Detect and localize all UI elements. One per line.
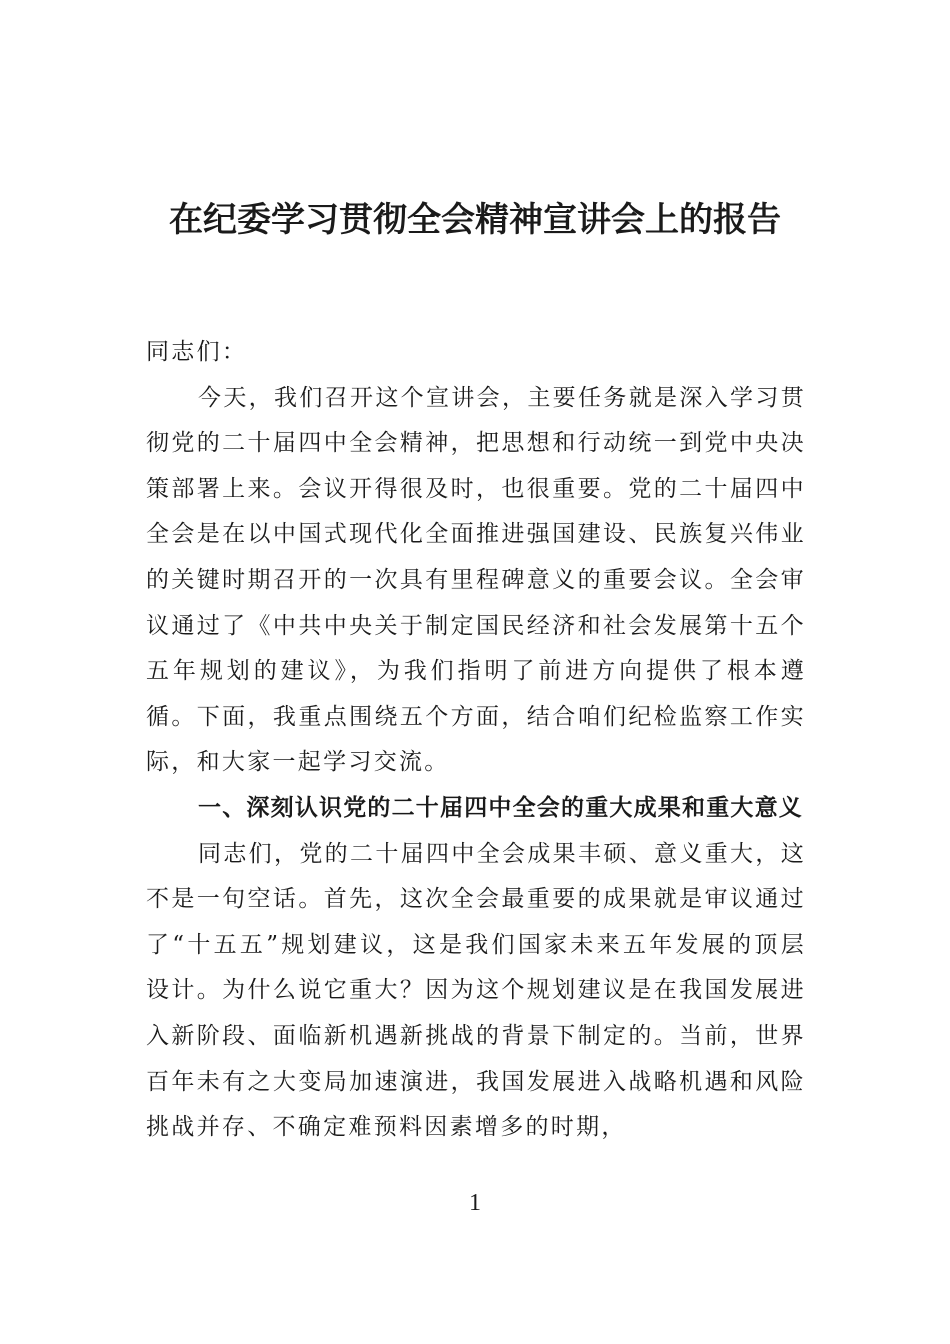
document-title: 在纪委学习贯彻全会精神宣讲会上的报告 (169, 200, 781, 240)
salutation: 同志们： (146, 339, 248, 365)
section-heading: 一、深刻认识党的二十届四中全会的重大成果和重大意义 (198, 794, 803, 821)
page-number: 1 (469, 1190, 481, 1216)
document-body (146, 330, 806, 1151)
intro-paragraph: 今天，我们召开这个宣讲会，主要任务就是深入学习贯彻党的二十届四中全会精神，把思想和行动统一到党中央决策部署上来。会议开得很及时，也很重要。党的二十届四中全会是在以中国式现代化全面推进强国建设、民族复兴伟业的关键时期召开的一次具有里程碑意义的重要会议。全会审议通过了《中共中央关于制定国民经济和社会发展第十五个五年规划的建议》，为我们指明了前进方向提供了根本遵循。下面，我重点围绕五个方面，结合咱们纪检监察工作实际，和大家一起学习交流。 (146, 384, 806, 776)
section-paragraph: 同志们，党的二十届四中全会成果丰硕、意义重大，这不是一句空话。首先，这次全会最重要的成果就是审议通过了“十五五”规划建议，这是我们国家未来五年发展的顶层设计。为什么说它重大？因为这个规划建议是在我国发展进入新阶段、面临新机遇新挑战的背景下制定的。当前，世界百年未有之大变局加速演进，我国发展进入战略机遇和风险挑战并存、不确定难预料因素增多的时期， (146, 840, 806, 1141)
